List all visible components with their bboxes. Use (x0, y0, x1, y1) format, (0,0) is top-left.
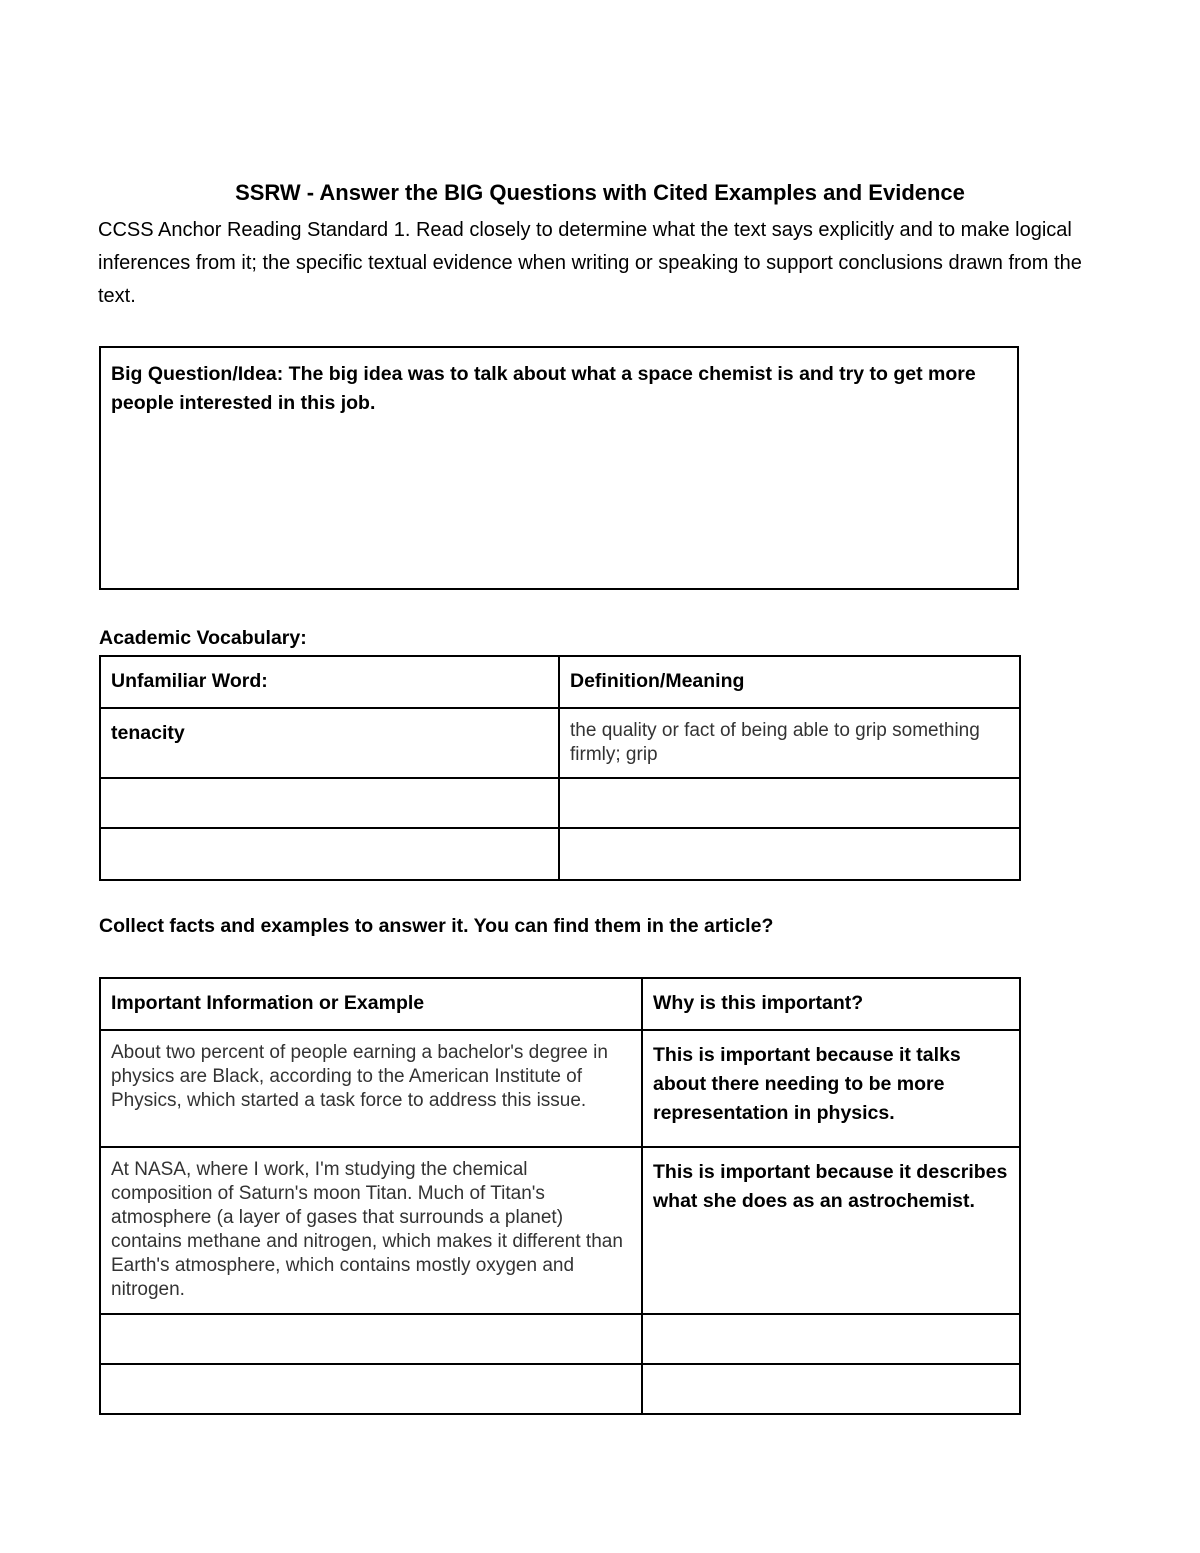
vocab-word-cell (100, 828, 559, 880)
vocab-header-definition: Definition/Meaning (559, 656, 1020, 708)
reading-standard-text: CCSS Anchor Reading Standard 1. Read closely to determine what the text says explicitly and to make logical inferences from it; the specific textual evidence when writing or speaking to support conclusions drawn from the text. (98, 219, 1082, 307)
vocabulary-table (99, 655, 1021, 881)
fact-information-cell (100, 1364, 642, 1414)
fact-importance-cell: This is important because it describes what she does as an astrochemist. (642, 1147, 1020, 1314)
table-row (100, 1364, 1020, 1414)
page-title: SSRW - Answer the BIG Questions with Cited Examples and Evidence (235, 180, 965, 205)
fact-importance-cell (642, 1364, 1020, 1414)
big-question-box (99, 346, 1019, 590)
vocab-definition-cell (559, 828, 1020, 880)
fact-information-cell: At NASA, where I work, I'm studying the chemical composition of Saturn's moon Titan. Much of Titan's atmosphere (a layer of gases that surrounds a planet) contains methane and nitrogen, which makes it different than Earth's atmosphere, which contains mostly oxygen and nitrogen. (100, 1147, 642, 1314)
vocabulary-label: Academic Vocabulary: (99, 627, 307, 649)
table-row (100, 1147, 1020, 1314)
table-row (100, 778, 1020, 828)
table-header-row (100, 656, 1020, 708)
table-row (100, 1030, 1020, 1147)
fact-importance-cell (642, 1314, 1020, 1364)
vocab-definition-cell: the quality or fact of being able to grip something firmly; grip (559, 708, 1020, 778)
facts-header-information: Important Information or Example (100, 978, 642, 1030)
vocab-header-word: Unfamiliar Word: (100, 656, 559, 708)
facts-table (99, 977, 1021, 1415)
vocab-definition-cell (559, 778, 1020, 828)
big-question-text: Big Question/Idea: The big idea was to talk about what a space chemist is and try to get more people interested in this job. (111, 363, 976, 414)
fact-information-cell (100, 1314, 642, 1364)
facts-header-importance: Why is this important? (642, 978, 1020, 1030)
table-row (100, 708, 1020, 778)
vocab-word-cell (100, 778, 559, 828)
vocab-word-cell: tenacity (100, 708, 559, 778)
facts-label: Collect facts and examples to answer it. You can find them in the article? (99, 915, 774, 937)
fact-information-cell: About two percent of people earning a bachelor's degree in physics are Black, according to the American Institute of Physics, which started a task force to address this issue. (100, 1030, 642, 1147)
fact-importance-cell: This is important because it talks about there needing to be more representation in physics. (642, 1030, 1020, 1147)
table-row (100, 828, 1020, 880)
table-header-row (100, 978, 1020, 1030)
table-row (100, 1314, 1020, 1364)
